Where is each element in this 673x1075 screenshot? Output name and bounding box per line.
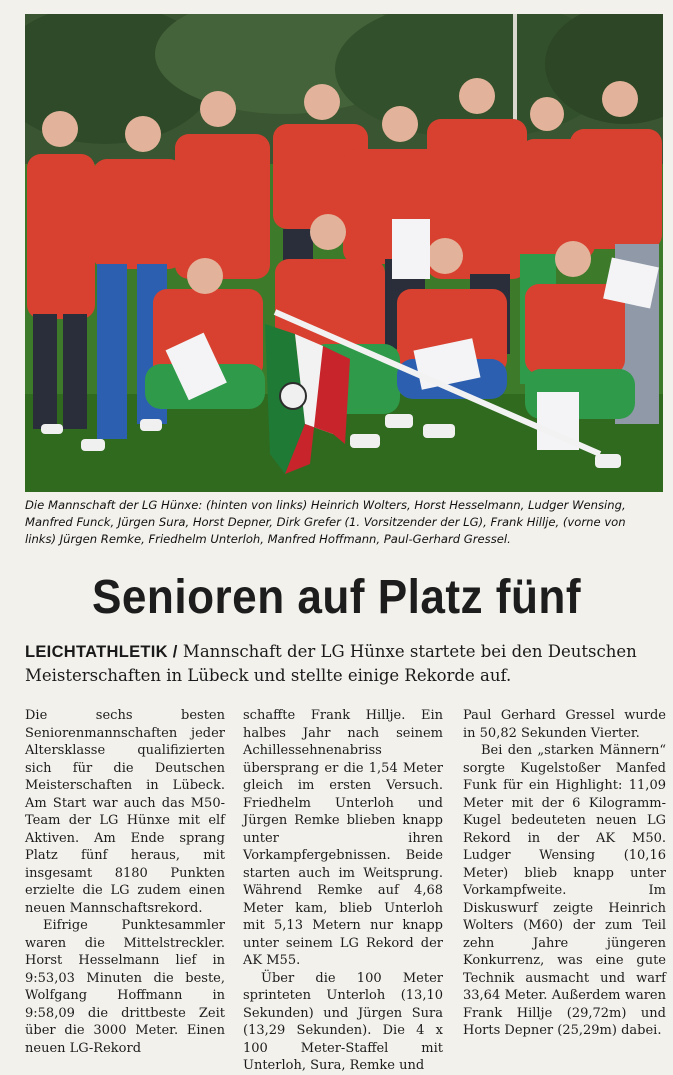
article-column-1 <box>25 707 225 1057</box>
article-column-3 <box>463 707 666 1040</box>
photo-caption: Die Mannschaft der LG Hünxe: (hinten von links) Heinrich Wolters, Horst Hesselmann, Ludger Wensing, Manfred Funck, Jürgen Sura, Horst Depner, Dirk Grefer (1. Vorsitzender der LG), Frank Hillje, (vorne von links) Jürgen Remke, Friedhelm Unterloh, Manfred Hoffmann, Paul-Gerhard Gressel. <box>25 498 626 546</box>
paragraph: Paul Gerhard Gressel wurde in 50,82 Sekunden Vierter. <box>463 708 666 741</box>
paragraph: Eifrige Punktesammler waren die Mittelstreckler. Horst Hesselmann lief in 9:53,03 Minuten die beste, Wolfgang Hoffmann in 9:58,09 die drittbeste Zeit über die 3000 Meter. Einen neuen LG-Rekord <box>25 918 225 1056</box>
paragraph: Bei den „starken Männern“ sorgte Kugelstoßer Manfed Funk für ein Highlight: 11,09 Meter mit der 6 Kilogramm-Kugel bedeuteten neuen LG Rekord in der AK M50. Ludger Wensing (10,16 Meter) blieb knapp unter Vorkampfweite. Im Diskuswurf zeigte Heinrich Wolters (M60) der zum Teil zehn Jahre jüngeren Konkurrenz, was eine gute Technik ausmacht und warf 33,64 Meter. Außerdem waren Frank Hillje (29,72m) und Horts Depner (25,29m) dabei. <box>463 743 666 1038</box>
paragraph: Die sechs besten Seniorenmannschaften jeder Altersklasse qualifizierten sich für die Deutschen Meisterschaften in Lübeck. Am Start war auch das M50-Team der LG Hünxe mit elf Aktiven. Am Ende sprang Platz fünf heraus, mit insgesamt 8180 Punkten erzielte die LG zudem einen neuen Mannschaftsrekord. <box>25 708 225 916</box>
article-headline: Senioren auf Platz fünf <box>91 571 582 624</box>
paragraph: Über die 100 Meter sprinteten Unterloh (13,10 Sekunden) und Jürgen Sura (13,29 Sekunden). Die 4 x 100 Meter-Staffel mit Unterloh, Sura, Remke und <box>243 970 443 1073</box>
section-kicker: LEICHTATHLETIK / <box>25 643 178 661</box>
team-photo <box>25 14 663 492</box>
article-subheadline <box>25 640 655 688</box>
subheadline-text: Mannschaft der LG Hünxe startete bei den Deutschen Meisterschaften in Lübeck und stellte einige Rekorde auf. <box>25 642 637 685</box>
article-column-2 <box>243 707 443 1075</box>
team-photo-illustration <box>25 14 663 492</box>
paragraph: schaffte Frank Hillje. Ein halbes Jahr nach seinem Achillessehnenabriss übersprang er die 1,54 Meter gleich im ersten Versuch. Friedhelm Unterloh und Jürgen Remke blieben knapp unter ihren Vorkampfergebnissen. Beide starten auch im Weitsprung. Während Remke auf 4,68 Meter kam, blieb Unterloh mit 5,13 Metern nur knapp unter seinem LG Rekord der AK M55. <box>243 708 443 968</box>
